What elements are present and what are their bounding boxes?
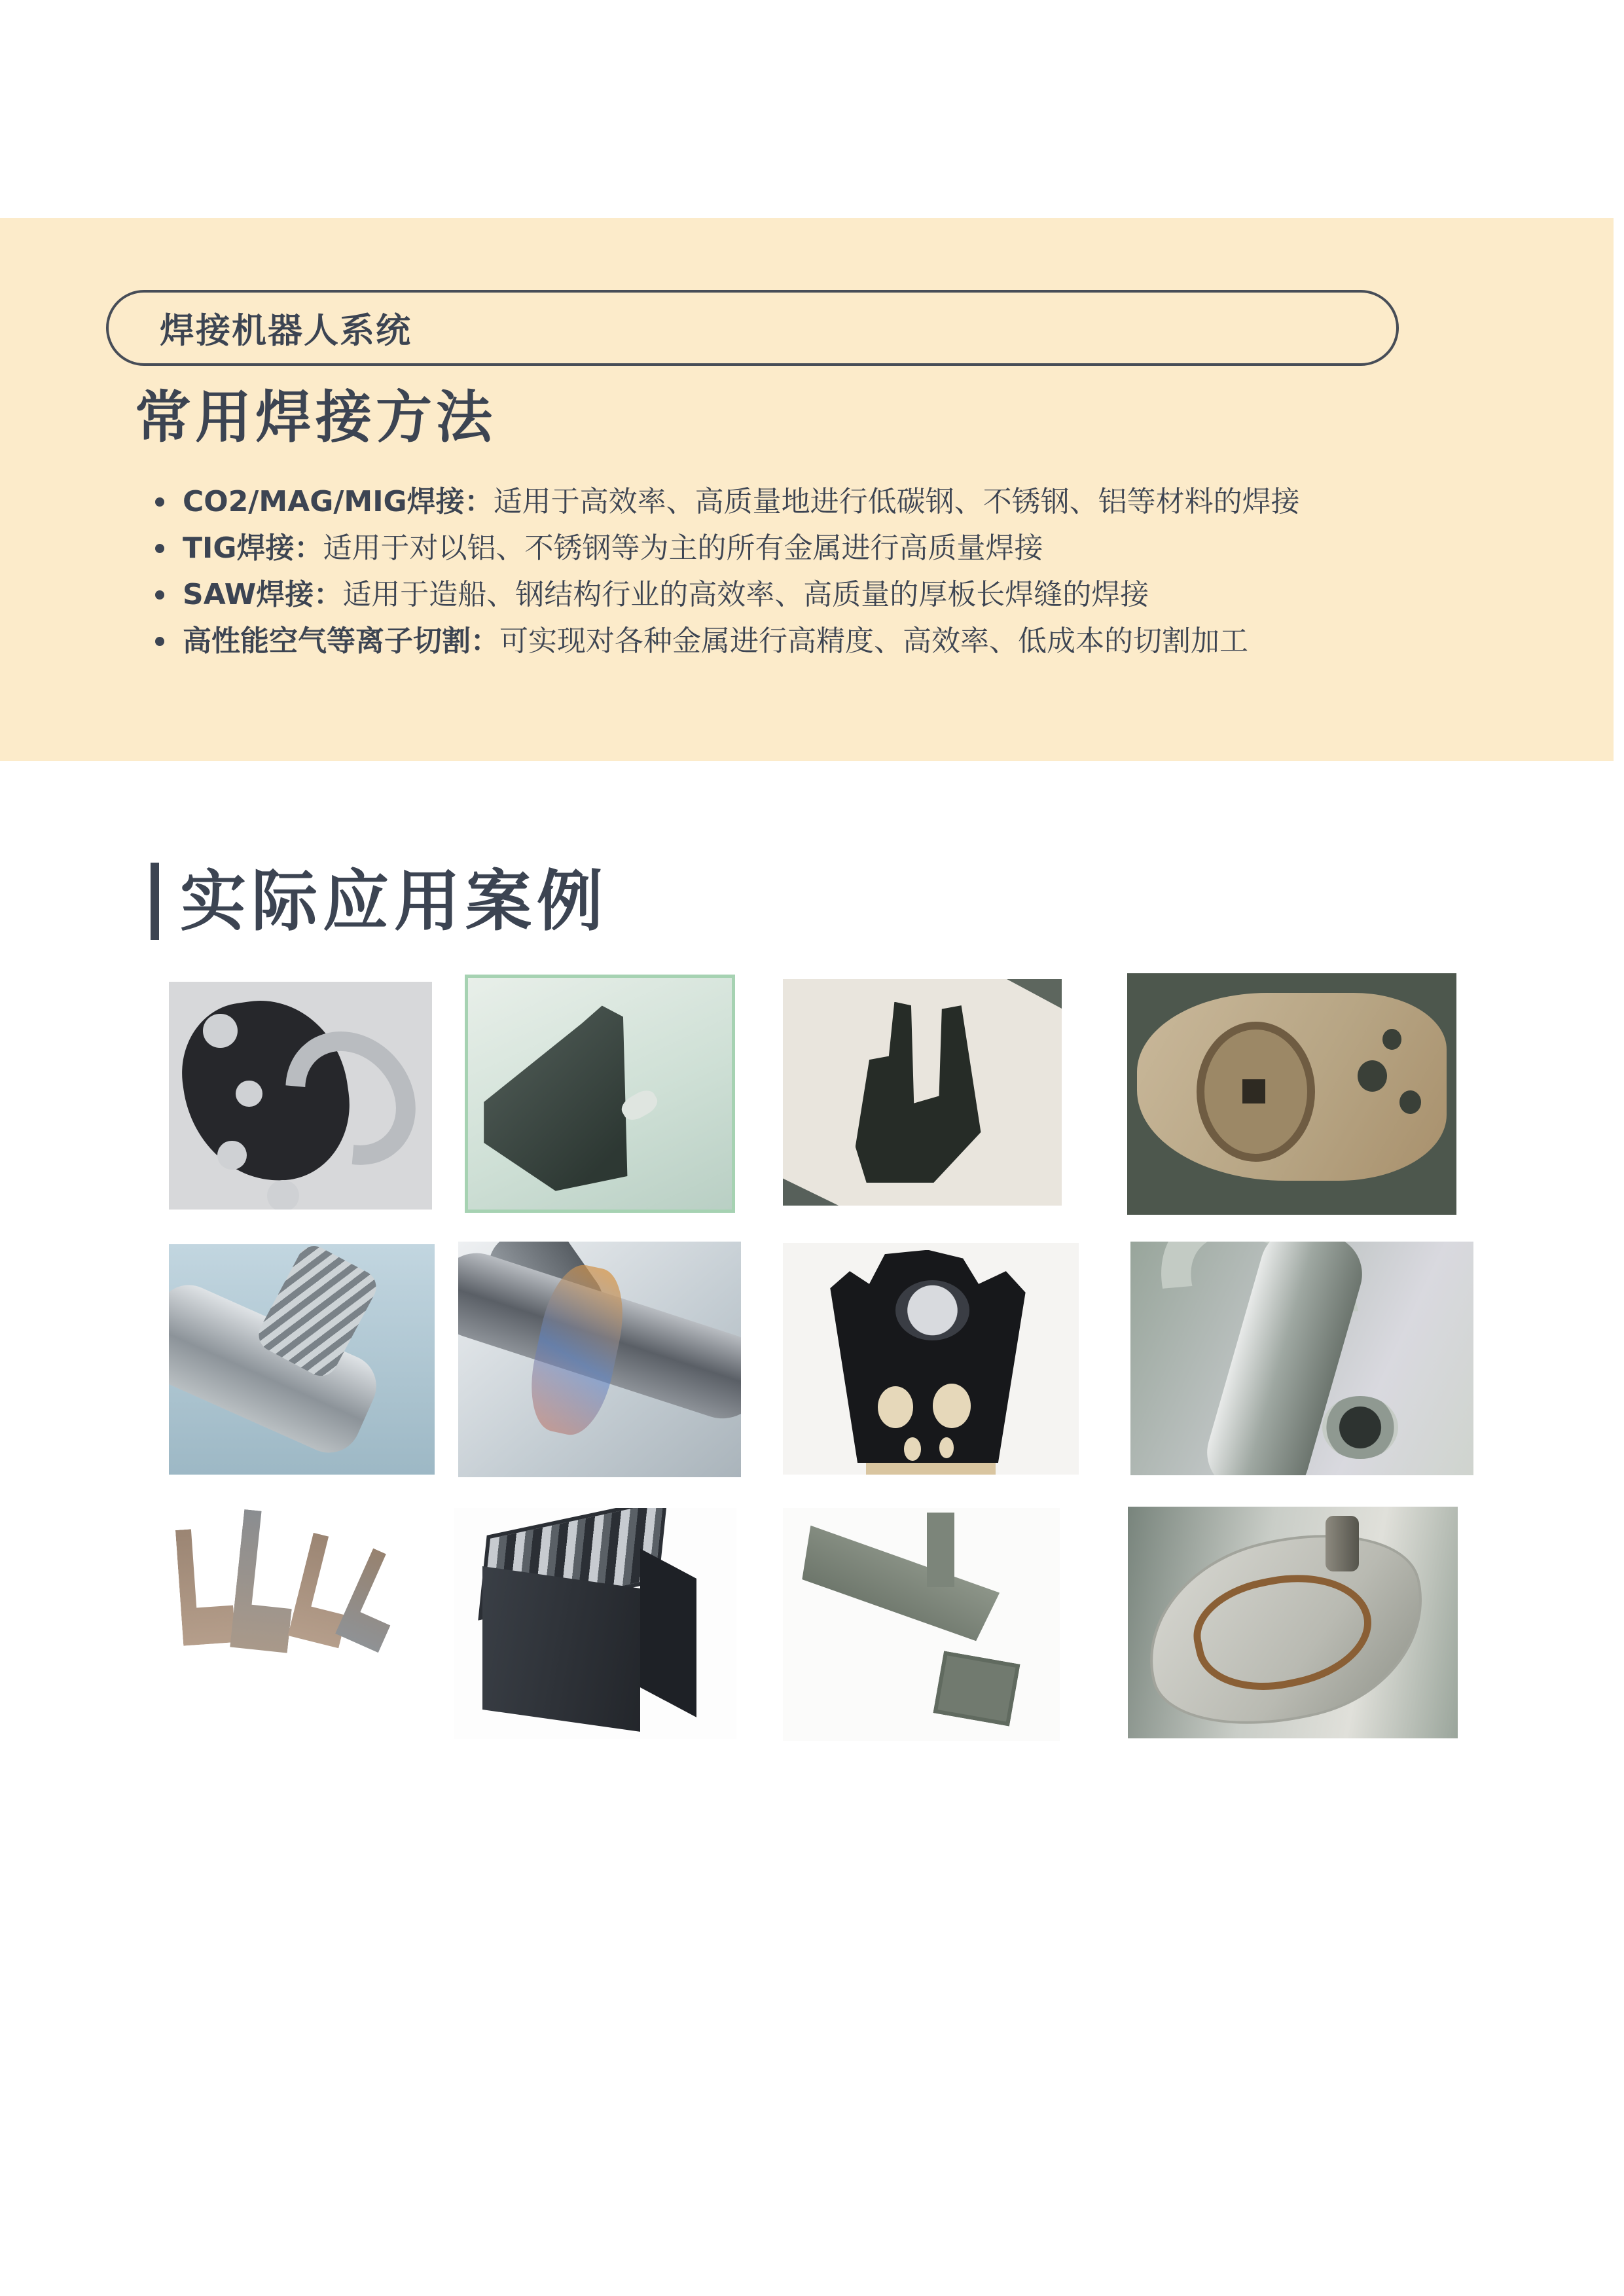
system-badge [106, 290, 1399, 366]
case-photo-3 [783, 979, 1062, 1206]
cases-section-header [151, 863, 608, 940]
method-text: 可实现对各种金属进行高精度、高效率、低成本的切割加工 [499, 624, 1248, 658]
banner [0, 218, 1614, 761]
case-photo-7 [783, 1243, 1079, 1475]
list-item [155, 478, 1300, 525]
case-photo-8 [1130, 1242, 1473, 1475]
list-item [155, 571, 1300, 618]
method-label: SAW焊接： [183, 578, 343, 611]
case-photo-5 [169, 1244, 435, 1475]
cases-section-title: 实际应用案例 [180, 863, 609, 940]
method-label: CO2/MAG/MIG焊接： [183, 485, 494, 518]
system-badge-label: 焊接机器人系统 [160, 311, 412, 351]
banner-title: 常用焊接方法 [135, 385, 496, 450]
list-item [155, 618, 1300, 664]
case-photo-12 [1128, 1507, 1458, 1738]
welding-methods-list [155, 478, 1300, 664]
case-photo-9 [158, 1509, 420, 1670]
case-photo-10 [454, 1508, 736, 1739]
method-text: 适用于造船、钢结构行业的高效率、高质量的厚板长焊缝的焊接 [342, 578, 1149, 611]
case-photo-11 [783, 1508, 1060, 1741]
case-photo-1 [169, 982, 432, 1210]
method-label: TIG焊接： [183, 531, 323, 565]
list-item [155, 525, 1300, 571]
method-label: 高性能空气等离子切割： [183, 624, 499, 658]
method-text: 适用于对以铝、不锈钢等为主的所有金属进行高质量焊接 [323, 531, 1043, 565]
case-photo-2 [465, 975, 735, 1213]
section-accent-bar [151, 863, 159, 940]
case-photo-4 [1127, 973, 1456, 1215]
case-photo-6 [458, 1242, 741, 1477]
method-text: 适用于高效率、高质量地进行低碳钢、不锈钢、铝等材料的焊接 [493, 485, 1300, 518]
